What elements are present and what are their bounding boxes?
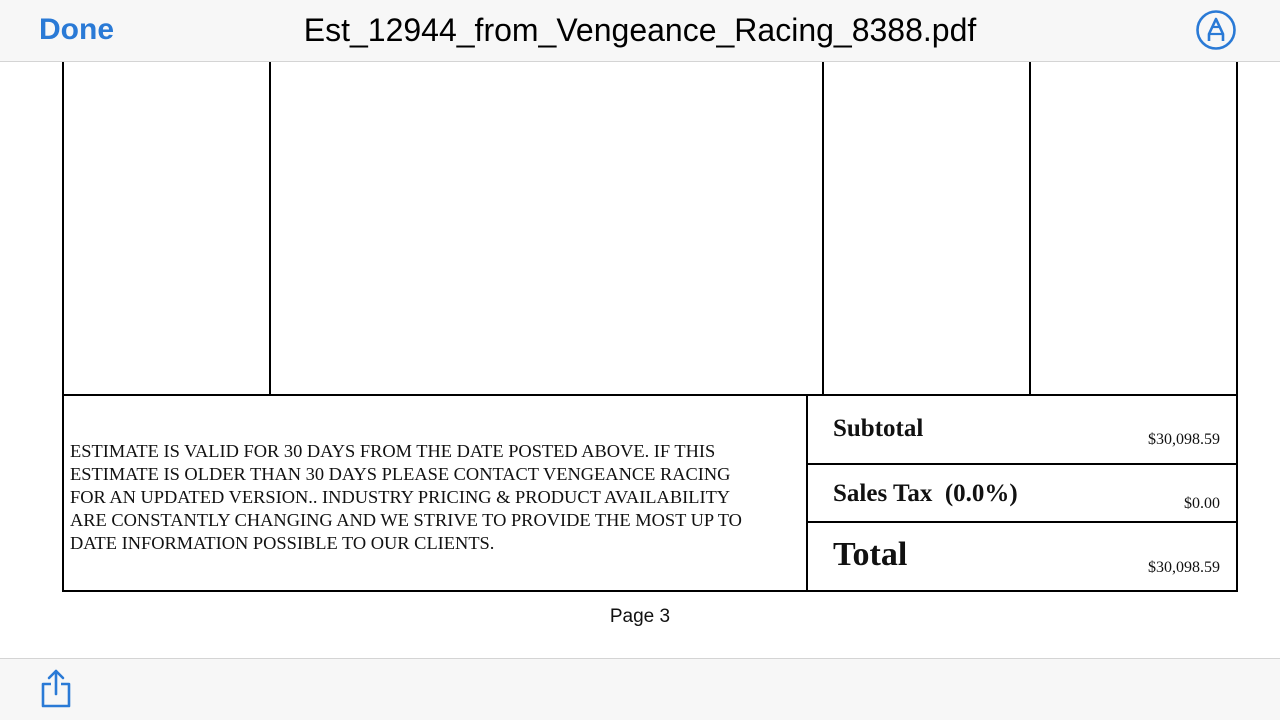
footer-border-bottom: [62, 590, 1238, 592]
total-value: $30,098.59: [1148, 559, 1220, 576]
table-divider-3: [1029, 62, 1031, 396]
sales-tax-value: $0.00: [1184, 495, 1220, 512]
table-border-middle: [62, 394, 1238, 396]
bottom-toolbar: [0, 658, 1280, 720]
subtotal-value: $30,098.59: [1148, 431, 1220, 448]
footer-border-left: [62, 394, 64, 592]
summary-row-divider-1: [806, 463, 1238, 465]
table-divider-1: [269, 62, 271, 396]
done-button[interactable]: Done: [39, 13, 114, 46]
table-divider-2: [822, 62, 824, 396]
table-border-right: [1236, 62, 1238, 396]
summary-row-divider-2: [806, 521, 1238, 523]
footer-border-right: [1236, 394, 1238, 592]
share-icon[interactable]: [38, 667, 74, 711]
estimate-validity-notice: ESTIMATE IS VALID FOR 30 DAYS FROM THE DATE POSTED ABOVE. IF THIS ESTIMATE IS OLDER THAN 30 DAYS PLEASE CONTACT VENGEANCE RACING FOR AN UPDATED VERSION.. INDUSTRY PRICING & PRODUCT AVAILABILITY ARE CONSTANTLY CHANGING AND WE STRIVE TO PROVIDE THE MOST UP TO DATE INFORMATION POSSIBLE TO OUR CLIENTS.: [70, 441, 742, 553]
document-title: Est_12944_from_Vengeance_Racing_8388.pdf: [303, 12, 977, 48]
top-toolbar: [0, 0, 1280, 62]
table-border-left: [62, 62, 64, 396]
total-label: Total: [833, 536, 908, 573]
pdf-page[interactable]: [0, 62, 1280, 658]
page-number-label: Page 3: [609, 606, 671, 627]
sales-tax-label: Sales Tax (0.0%): [833, 480, 1018, 507]
markup-pen-icon[interactable]: [1196, 10, 1236, 50]
subtotal-label: Subtotal: [833, 415, 924, 442]
